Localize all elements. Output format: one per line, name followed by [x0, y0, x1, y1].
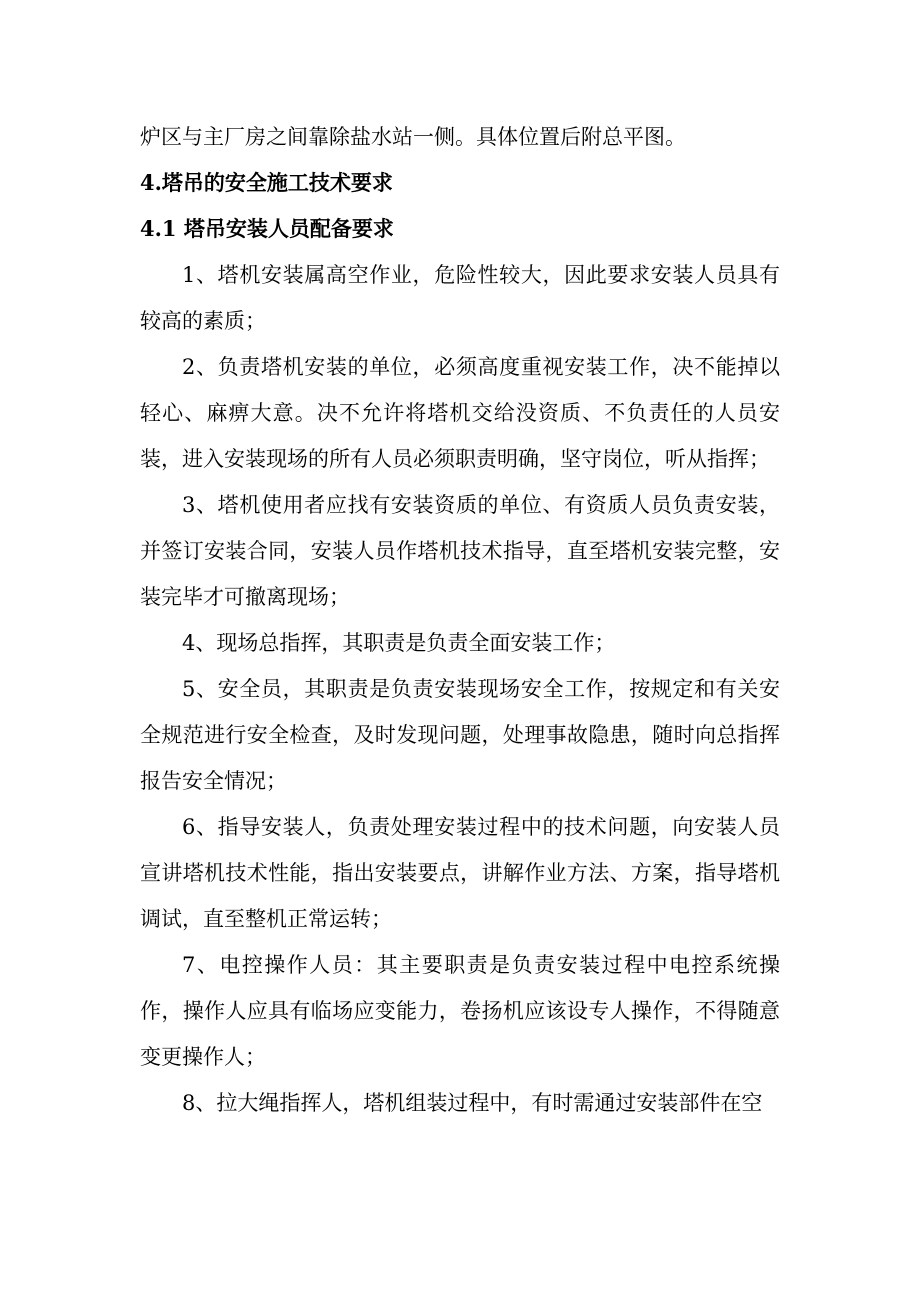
list-item-1: 1、塔机安装属高空作业，危险性较大，因此要求安装人员具有较高的素质；	[140, 263, 780, 333]
section-heading: 4.塔吊的安全施工技术要求	[140, 170, 393, 195]
subsection-heading: 4.1 塔吊安装人员配备要求	[140, 216, 394, 241]
list-item-3: 3、塔机使用者应找有安装资质的单位、有资质人员负责安装，并签订安装合同，安装人员作塔机技术指导，直至塔机安装完整，安装完毕才可撤离现场；	[140, 493, 780, 609]
list-item-7: 7、电控操作人员：其主要职责是负责安装过程中电控系统操作，操作人应具有临场应变能力，卷扬机应该设专人操作，不得随意变更操作人；	[140, 953, 780, 1069]
list-item-5: 5、安全员，其职责是负责安装现场安全工作，按规定和有关安全规范进行安全检查，及时发现问题，处理事故隐患，随时向总指挥报告安全情况；	[140, 677, 780, 793]
list-item-4: 4、现场总指挥，其职责是负责全面安装工作；	[182, 631, 616, 655]
continued-paragraph: 炉区与主厂房之间靠除盐水站一侧。具体位置后附总平图。	[140, 125, 686, 149]
list-item-8: 8、拉大绳指挥人，塔机组装过程中，有时需通过安装部件在空	[182, 1091, 763, 1115]
list-item-2: 2、负责塔机安装的单位，必须高度重视安装工作，决不能掉以轻心、麻痹大意。决不允许将塔机交给没资质、不负责任的人员安装，进入安装现场的所有人员必须职责明确，坚守岗位，听从指挥；	[140, 355, 780, 471]
list-item-6: 6、指导安装人，负责处理安装过程中的技术问题，向安装人员宣讲塔机技术性能，指出安装要点，讲解作业方法、方案，指导塔机调试，直至整机正常运转；	[140, 815, 780, 931]
